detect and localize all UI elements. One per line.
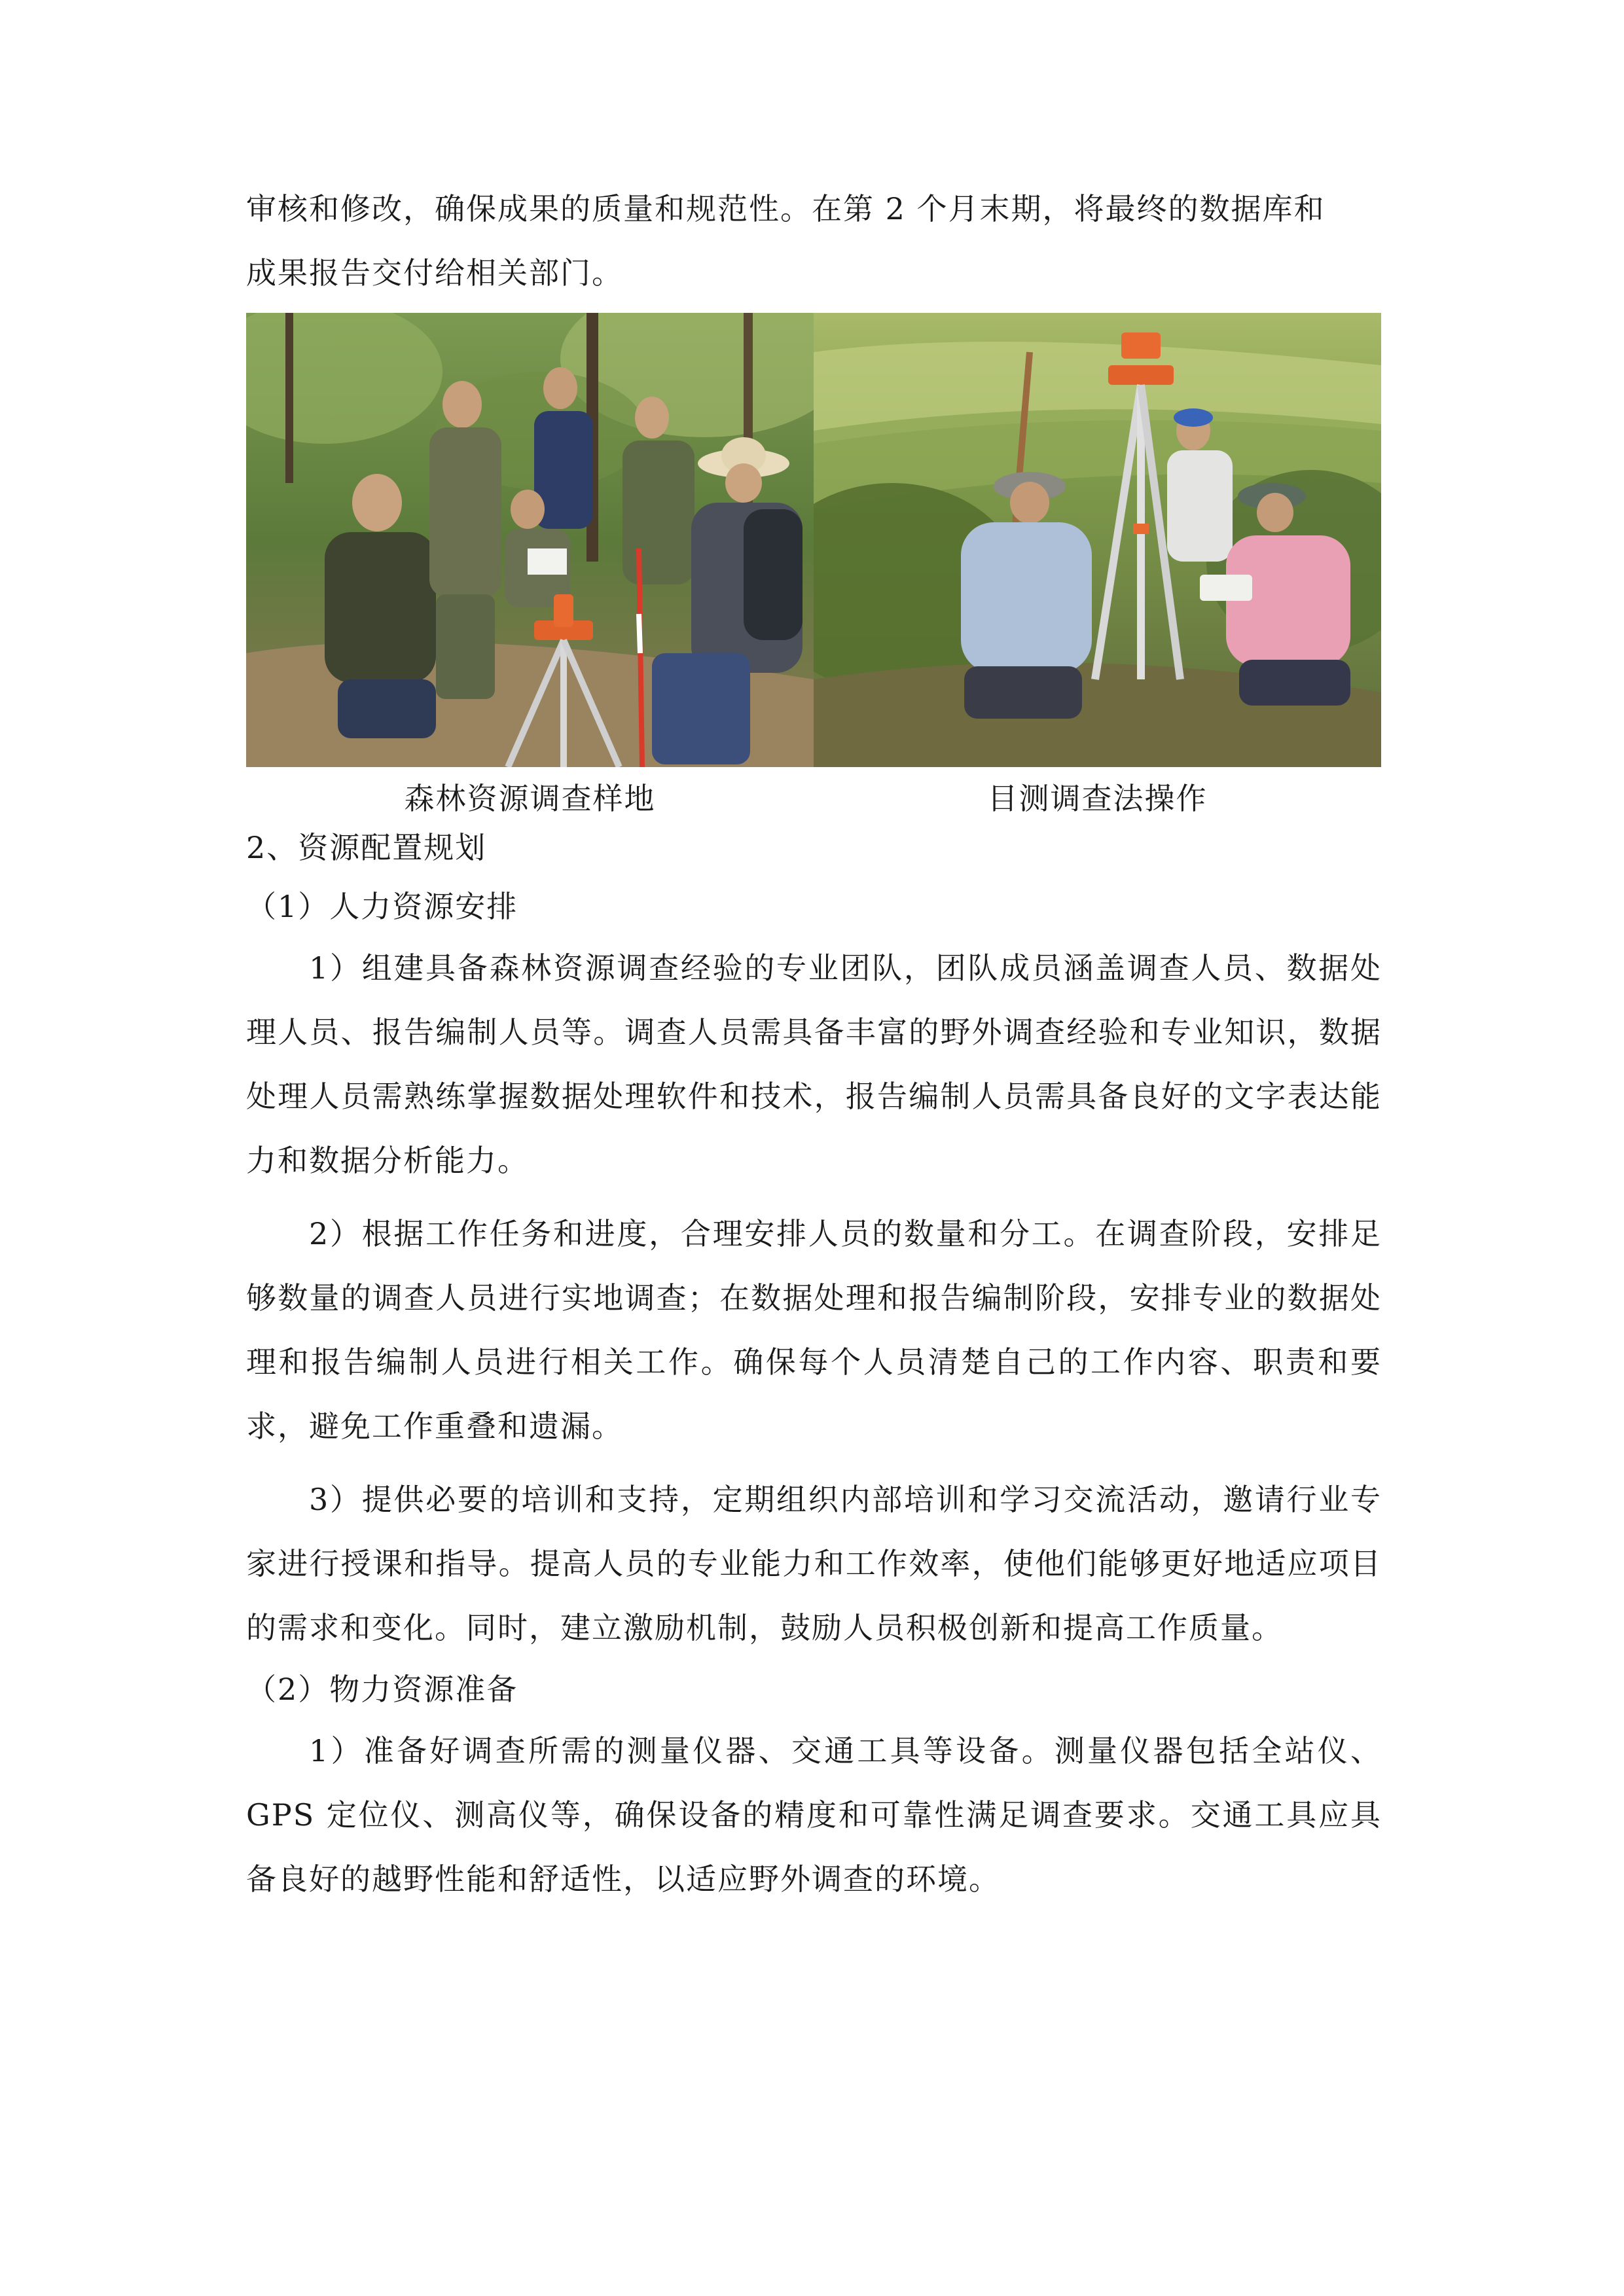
forest-survey-photo: [246, 313, 814, 767]
figure-visual-survey: [814, 313, 1381, 818]
section-title: 2、资源配置规划: [246, 830, 487, 865]
subsection-title-material: （2）物力资源准备: [246, 1672, 518, 1707]
photo-row: [246, 313, 1382, 818]
subsection-title-human: （1）人力资源安排: [246, 889, 518, 924]
human-paragraph-3: 3）提供必要的培训和支持，定期组织内部培训和学习交流活动，邀请行业专家进行授课和指导。提高人员的专业能力和工作效率，使他们能够更好地适应项目的需求和变化。同时，建立激励机制，鼓励人员积极创新和提高工作质量。: [246, 1482, 1382, 1645]
intro-line-1: 审核和修改，确保成果的质量和规范性。在第 2 个月末期，将最终的数据库和: [246, 191, 1326, 226]
figure-forest-plot: [246, 313, 814, 818]
intro-line-2: 成果报告交付给相关部门。: [246, 255, 623, 291]
visual-survey-photo: [814, 313, 1381, 767]
material-paragraph-1: 1）准备好调查所需的测量仪器、交通工具等设备。测量仪器包括全站仪、GPS 定位仪、测高仪等，确保设备的精度和可靠性满足调查要求。交通工具应具备良好的越野性能和舒适性，以适应野外调查的环境。: [246, 1733, 1382, 1897]
human-paragraph-2: 2）根据工作任务和进度，合理安排人员的数量和分工。在调查阶段，安排足够数量的调查人员进行实地调查；在数据处理和报告编制阶段，安排专业的数据处理和报告编制人员进行相关工作。确保每个人员清楚自己的工作内容、职责和要求，避免工作重叠和遗漏。: [246, 1216, 1382, 1444]
caption-forest-plot: 森林资源调查样地: [404, 781, 656, 816]
human-paragraph-1: 1）组建具备森林资源调查经验的专业团队，团队成员涵盖调查人员、数据处理人员、报告编制人员等。调查人员需具备丰富的野外调查经验和专业知识，数据处理人员需熟练掌握数据处理软件和技术，报告编制人员需具备良好的文字表达能力和数据分析能力。: [246, 950, 1382, 1178]
document-page: [246, 177, 1382, 1911]
caption-visual-survey: 目测调查法操作: [987, 781, 1208, 816]
